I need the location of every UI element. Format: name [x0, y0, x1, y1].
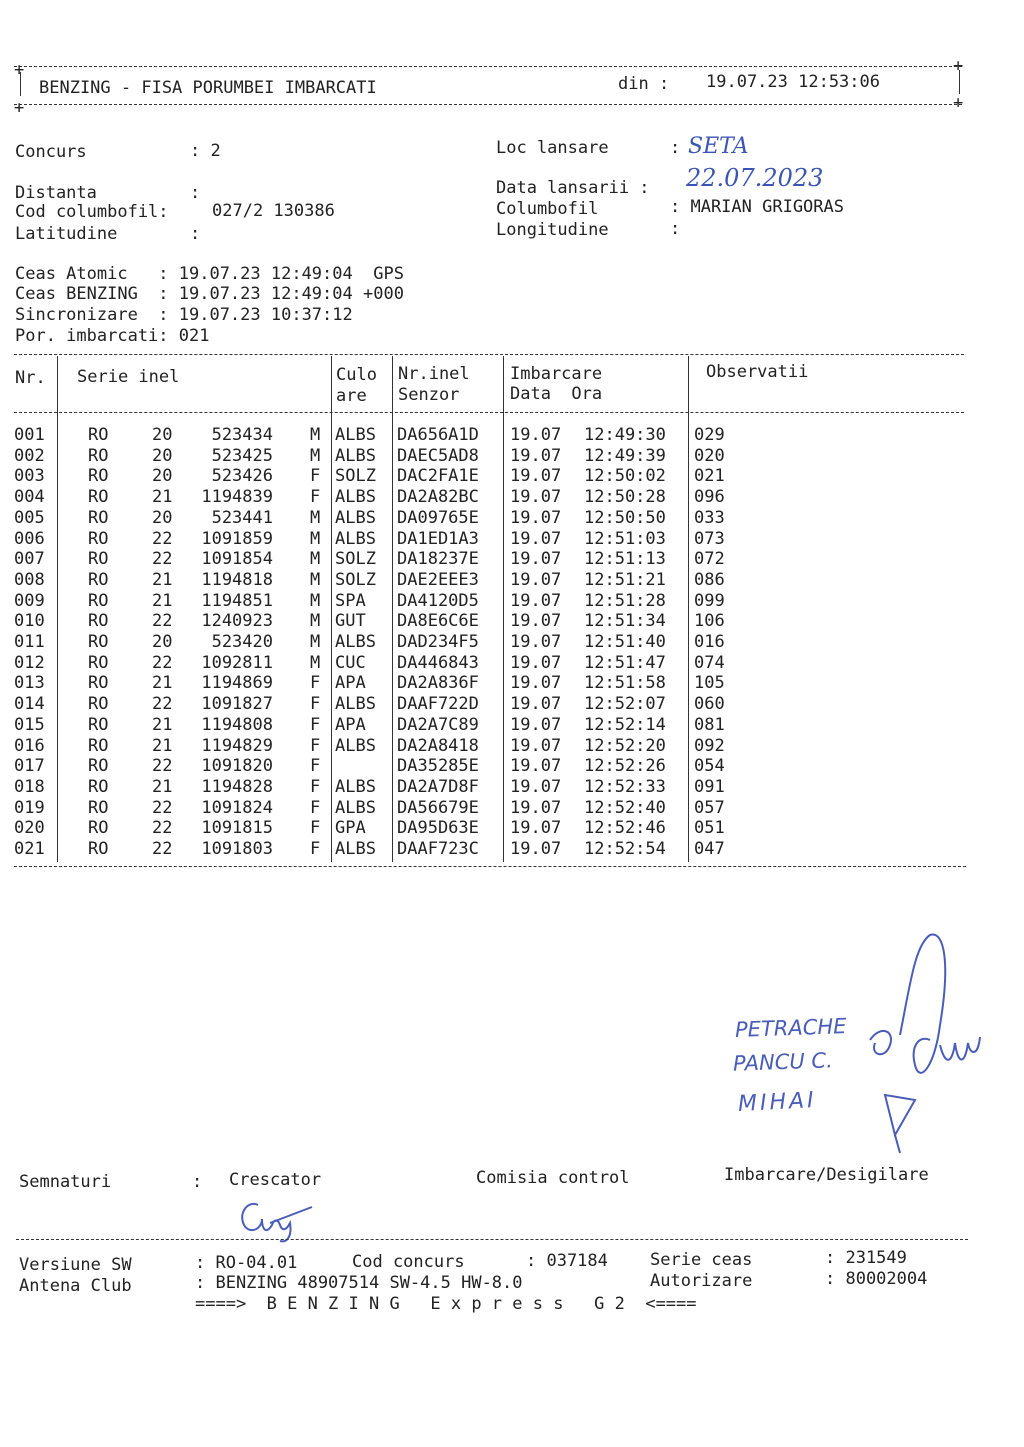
row-color: ALBS — [335, 487, 376, 508]
row-date: 19.07 — [510, 652, 562, 673]
row-sex: M — [310, 652, 321, 673]
row-date: 19.07 — [510, 528, 562, 549]
row-country: RO — [88, 632, 109, 652]
row-ring: 523434 — [211, 425, 273, 445]
table-row — [14, 425, 954, 446]
semnaturi-label: Semnaturi — [19, 1172, 112, 1192]
row-time: 12:49:30 — [584, 425, 666, 445]
header-plus-tl: + — [14, 60, 25, 80]
row-country: RO — [88, 735, 109, 756]
row-ring: 1194869 — [201, 673, 273, 694]
row-year: 21 — [152, 569, 173, 590]
row-year: 22 — [152, 528, 173, 549]
row-ring: 1194818 — [201, 569, 273, 590]
row-color: SOLZ — [335, 466, 376, 487]
row-ring: 523420 — [211, 632, 273, 652]
antena-club-value: : BENZING 48907514 SW-4.5 HW-8.0 — [195, 1273, 523, 1293]
row-sex: F — [310, 797, 321, 818]
row-observation: 092 — [694, 735, 725, 756]
row-nr: 009 — [14, 590, 45, 611]
row-country: RO — [88, 756, 109, 777]
header-plus-tr: + — [953, 56, 964, 76]
cod-columbofil-value: 027/2 130386 — [212, 201, 335, 221]
ceas-atomic-line: Ceas Atomic : 19.07.23 12:49:04 GPS — [15, 264, 404, 284]
row-date: 19.07 — [510, 797, 562, 818]
row-date: 19.07 — [510, 673, 562, 694]
row-color: ALBS — [335, 425, 376, 445]
table-row — [14, 715, 954, 736]
row-time: 12:49:39 — [584, 445, 666, 466]
row-color: ALBS — [335, 776, 376, 797]
row-observation: 051 — [694, 818, 725, 839]
table-row — [14, 611, 954, 632]
row-country: RO — [88, 694, 109, 715]
row-date: 19.07 — [510, 632, 562, 652]
row-time: 12:52:46 — [584, 818, 666, 839]
row-sensor: DA2A836F — [397, 673, 479, 694]
header-imbarcare-2: Data Ora — [510, 384, 603, 404]
row-sex: M — [310, 569, 321, 590]
row-country: RO — [88, 590, 109, 611]
row-ring: 1194829 — [201, 735, 273, 756]
row-date: 19.07 — [510, 735, 562, 756]
data-lansarii-value: 22.07.2023 — [686, 164, 824, 192]
row-nr: 001 — [14, 425, 45, 445]
row-time: 12:50:02 — [584, 466, 666, 487]
row-country: RO — [88, 776, 109, 797]
row-color: ALBS — [335, 694, 376, 715]
table-row — [14, 487, 954, 508]
row-country: RO — [88, 425, 109, 445]
row-sensor: DA4120D5 — [397, 590, 479, 611]
row-year: 22 — [152, 694, 173, 715]
footer-top-rule — [16, 1239, 968, 1240]
row-ring: 1240923 — [201, 611, 273, 632]
header-observatii: Observatii — [706, 362, 809, 382]
table-row — [14, 549, 954, 570]
ceas-benzing-line: Ceas BENZING : 19.07.23 12:49:04 +000 — [15, 284, 404, 304]
por-imbarcati-line: Por. imbarcati: 021 — [15, 326, 210, 346]
table-row — [14, 756, 954, 777]
header-left-border — [20, 72, 21, 96]
distanta-label: Distanta — [15, 183, 97, 203]
row-observation: 073 — [694, 528, 725, 549]
row-sex: M — [310, 507, 321, 528]
row-nr: 002 — [14, 445, 45, 466]
row-nr: 007 — [14, 549, 45, 570]
table-row — [14, 466, 954, 487]
imbarcare-desigilare-label: Imbarcare/Desigilare — [724, 1165, 929, 1185]
row-year: 20 — [152, 466, 173, 487]
row-sensor: DA35285E — [397, 756, 479, 777]
row-date: 19.07 — [510, 445, 562, 466]
row-color: ALBS — [335, 797, 376, 818]
row-date: 19.07 — [510, 776, 562, 797]
row-nr: 021 — [14, 839, 45, 859]
row-observation: 096 — [694, 487, 725, 508]
row-sex: F — [310, 756, 321, 777]
row-nr: 003 — [14, 466, 45, 487]
row-time: 12:51:34 — [584, 611, 666, 632]
latitudine-value: : — [190, 224, 201, 244]
row-country: RO — [88, 797, 109, 818]
row-ring: 1091859 — [201, 528, 273, 549]
row-nr: 019 — [14, 797, 45, 818]
row-date: 19.07 — [510, 714, 562, 735]
row-time: 12:51:47 — [584, 652, 666, 673]
row-year: 20 — [152, 632, 173, 652]
header-serie-inel: Serie inel — [77, 367, 180, 387]
row-observation: 072 — [694, 549, 725, 570]
row-country: RO — [88, 818, 109, 839]
row-color: CUC — [335, 652, 366, 673]
row-observation: 099 — [694, 590, 725, 611]
cod-columbofil-label: Cod columbofil: — [15, 202, 169, 222]
handwritten-name-2: PANCU C. — [732, 1048, 834, 1076]
row-date: 19.07 — [510, 694, 562, 715]
row-ring: 523425 — [211, 445, 273, 466]
header-culoare-1: Culo — [336, 365, 377, 385]
header-culoare-2: are — [336, 386, 367, 406]
row-ring: 1194851 — [201, 590, 273, 611]
table-row — [14, 653, 954, 674]
row-observation: 074 — [694, 652, 725, 673]
row-sex: F — [310, 466, 321, 487]
row-observation: 054 — [694, 756, 725, 777]
cod-concurs-label: Cod concurs — [352, 1252, 465, 1272]
row-ring: 1091803 — [201, 839, 273, 859]
row-sex: F — [310, 714, 321, 735]
row-color: ALBS — [335, 632, 376, 652]
row-sex: F — [310, 839, 321, 859]
row-country: RO — [88, 549, 109, 570]
row-country: RO — [88, 487, 109, 508]
row-time: 12:52:54 — [584, 839, 666, 859]
row-country: RO — [88, 714, 109, 735]
row-color: ALBS — [335, 528, 376, 549]
row-nr: 005 — [14, 507, 45, 528]
header-plus-br: + — [953, 93, 964, 113]
row-ring: 1092811 — [201, 652, 273, 673]
table-row — [14, 818, 954, 839]
columbofil-value: : MARIAN GRIGORAS — [670, 197, 844, 217]
autorizare-value: : 80002004 — [825, 1269, 928, 1289]
document-title: BENZING - FISA PORUMBEI IMBARCATI — [39, 78, 377, 98]
row-sensor: DA18237E — [397, 549, 479, 570]
antena-club-label: Antena Club — [19, 1276, 132, 1296]
row-nr: 013 — [14, 673, 45, 694]
row-observation: 106 — [694, 611, 725, 632]
row-time: 12:52:07 — [584, 694, 666, 715]
benzing-express-line: ====> B E N Z I N G E x p r e s s G 2 <==== — [195, 1294, 697, 1314]
header-right-border — [959, 70, 960, 94]
row-nr: 008 — [14, 569, 45, 590]
row-year: 21 — [152, 673, 173, 694]
row-sex: M — [310, 549, 321, 570]
row-sensor: DA2A7D8F — [397, 776, 479, 797]
table-row — [14, 591, 954, 612]
row-date: 19.07 — [510, 549, 562, 570]
header-nrinel-1: Nr.inel — [398, 364, 470, 384]
row-ring: 1091824 — [201, 797, 273, 818]
row-sensor: DAC2FA1E — [397, 466, 479, 487]
columbofil-label: Columbofil — [496, 199, 599, 219]
row-country: RO — [88, 569, 109, 590]
sincronizare-line: Sincronizare : 19.07.23 10:37:12 — [15, 305, 353, 325]
row-nr: 014 — [14, 694, 45, 715]
row-sensor: DAAF722D — [397, 694, 479, 715]
row-sensor: DAD234F5 — [397, 632, 479, 652]
header-plus-bl: + — [14, 98, 25, 118]
row-color: APA — [335, 714, 366, 735]
row-sensor: DA2A8418 — [397, 735, 479, 756]
comisia-label: Comisia control — [476, 1168, 630, 1188]
row-ring: 1091820 — [201, 756, 273, 777]
longitudine-label: Longitudine — [496, 220, 609, 240]
header-bottom-border — [14, 104, 962, 105]
row-nr: 012 — [14, 652, 45, 673]
versiune-sw-label: Versiune SW — [19, 1255, 132, 1275]
row-sensor: DA8E6C6E — [397, 611, 479, 632]
row-ring: 1194808 — [201, 714, 273, 735]
row-date: 19.07 — [510, 569, 562, 590]
autorizare-label: Autorizare — [650, 1271, 753, 1291]
row-sensor: DA446843 — [397, 652, 479, 673]
distanta-value: : — [190, 183, 201, 203]
table-row — [14, 694, 954, 715]
row-time: 12:51:58 — [584, 673, 666, 694]
row-country: RO — [88, 445, 109, 466]
row-sex: M — [310, 445, 321, 466]
row-date: 19.07 — [510, 425, 562, 445]
row-time: 12:51:13 — [584, 549, 666, 570]
data-lansarii-label: Data lansarii : — [496, 178, 650, 198]
loc-lansare-label: Loc lansare — [496, 138, 609, 158]
row-color: GPA — [335, 818, 366, 839]
row-nr: 018 — [14, 776, 45, 797]
row-sex: F — [310, 694, 321, 715]
row-nr: 015 — [14, 714, 45, 735]
table-top-rule — [14, 354, 964, 355]
row-ring: 523441 — [211, 507, 273, 528]
row-observation: 021 — [694, 466, 725, 487]
row-time: 12:50:50 — [584, 507, 666, 528]
row-color: ALBS — [335, 507, 376, 528]
row-year: 21 — [152, 714, 173, 735]
row-color: APA — [335, 673, 366, 694]
semnaturi-sep: : — [192, 1172, 203, 1192]
concurs-value: : 2 — [190, 141, 221, 161]
row-year: 20 — [152, 445, 173, 466]
row-year: 22 — [152, 818, 173, 839]
header-imbarcare-1: Imbarcare — [510, 364, 603, 384]
row-sex: M — [310, 590, 321, 611]
table-row — [14, 839, 954, 860]
table-row — [14, 736, 954, 757]
row-time: 12:52:33 — [584, 776, 666, 797]
row-time: 12:52:40 — [584, 797, 666, 818]
row-date: 19.07 — [510, 590, 562, 611]
row-country: RO — [88, 528, 109, 549]
row-nr: 004 — [14, 487, 45, 508]
breeder-signature — [230, 1195, 320, 1245]
row-date: 19.07 — [510, 839, 562, 859]
row-observation: 081 — [694, 714, 725, 735]
row-sex: M — [310, 632, 321, 652]
row-observation: 086 — [694, 569, 725, 590]
serie-ceas-label: Serie ceas — [650, 1250, 753, 1270]
row-observation: 060 — [694, 694, 725, 715]
row-sensor: DAE2EEE3 — [397, 569, 479, 590]
row-date: 19.07 — [510, 466, 562, 487]
row-year: 22 — [152, 797, 173, 818]
row-year: 22 — [152, 652, 173, 673]
row-ring: 1194828 — [201, 776, 273, 797]
row-date: 19.07 — [510, 611, 562, 632]
row-color: ALBS — [335, 735, 376, 756]
row-sensor: DA2A82BC — [397, 487, 479, 508]
row-color: SOLZ — [335, 549, 376, 570]
row-year: 22 — [152, 756, 173, 777]
row-sensor: DA2A7C89 — [397, 714, 479, 735]
row-time: 12:52:20 — [584, 735, 666, 756]
row-nr: 010 — [14, 611, 45, 632]
row-ring: 523426 — [211, 466, 273, 487]
latitudine-label: Latitudine — [15, 224, 118, 244]
row-time: 12:51:28 — [584, 590, 666, 611]
row-country: RO — [88, 839, 109, 859]
row-date: 19.07 — [510, 507, 562, 528]
row-country: RO — [88, 611, 109, 632]
row-sensor: DA95D63E — [397, 818, 479, 839]
row-sex: F — [310, 735, 321, 756]
row-observation: 057 — [694, 797, 725, 818]
row-time: 12:52:26 — [584, 756, 666, 777]
loc-lansare-value: SETA — [688, 134, 749, 159]
row-color: ALBS — [335, 445, 376, 466]
row-nr: 020 — [14, 818, 45, 839]
row-year: 21 — [152, 487, 173, 508]
serie-ceas-value: : 231549 — [825, 1248, 907, 1268]
header-top-border — [14, 66, 962, 67]
row-color: ALBS — [335, 839, 376, 859]
row-observation: 029 — [694, 425, 725, 445]
header-nr: Nr. — [15, 368, 46, 388]
row-sex: M — [310, 425, 321, 445]
row-sensor: DAAF723C — [397, 839, 479, 859]
row-year: 22 — [152, 611, 173, 632]
row-year: 21 — [152, 735, 173, 756]
row-time: 12:51:40 — [584, 632, 666, 652]
row-country: RO — [88, 673, 109, 694]
row-observation: 105 — [694, 673, 725, 694]
print-date-value: 19.07.23 12:53:06 — [706, 72, 880, 92]
row-nr: 017 — [14, 756, 45, 777]
row-time: 12:52:14 — [584, 714, 666, 735]
longitudine-value: : — [670, 219, 681, 239]
commission-signature — [840, 925, 1000, 1155]
row-sensor: DA56679E — [397, 797, 479, 818]
row-color: SOLZ — [335, 569, 376, 590]
row-date: 19.07 — [510, 818, 562, 839]
loc-lansare-sep: : — [670, 138, 681, 158]
row-observation: 033 — [694, 507, 725, 528]
row-ring: 1194839 — [201, 487, 273, 508]
row-ring: 1091827 — [201, 694, 273, 715]
table-row — [14, 673, 954, 694]
row-observation: 016 — [694, 632, 725, 652]
row-ring: 1091815 — [201, 818, 273, 839]
handwritten-name-3: MIHAI — [737, 1087, 818, 1118]
versiune-sw-value: : RO-04.01 — [195, 1253, 298, 1273]
row-date: 19.07 — [510, 487, 562, 508]
row-sex: M — [310, 611, 321, 632]
header-nrinel-2: Senzor — [398, 385, 460, 405]
row-country: RO — [88, 507, 109, 528]
row-time: 12:51:21 — [584, 569, 666, 590]
row-color: GUT — [335, 611, 366, 632]
table-row — [14, 446, 954, 467]
row-nr: 006 — [14, 528, 45, 549]
row-time: 12:51:03 — [584, 528, 666, 549]
table-row — [14, 632, 954, 653]
row-date: 19.07 — [510, 756, 562, 777]
row-year: 21 — [152, 590, 173, 611]
row-sex: F — [310, 487, 321, 508]
row-sex: M — [310, 528, 321, 549]
cod-concurs-value: : 037184 — [526, 1251, 608, 1271]
row-observation: 020 — [694, 445, 725, 466]
table-bottom-rule — [14, 866, 966, 867]
crescator-label: Crescator — [229, 1170, 322, 1190]
row-sex: F — [310, 673, 321, 694]
row-year: 21 — [152, 776, 173, 797]
table-row — [14, 529, 954, 550]
row-time: 12:50:28 — [584, 487, 666, 508]
row-sex: F — [310, 776, 321, 797]
row-country: RO — [88, 652, 109, 673]
row-nr: 011 — [14, 632, 45, 652]
table-row — [14, 508, 954, 529]
row-observation: 047 — [694, 839, 725, 859]
row-sex: F — [310, 818, 321, 839]
row-color: SPA — [335, 590, 366, 611]
table-row — [14, 798, 954, 819]
row-country: RO — [88, 466, 109, 487]
row-sensor: DA09765E — [397, 507, 479, 528]
concurs-label: Concurs — [15, 142, 87, 162]
row-nr: 016 — [14, 735, 45, 756]
row-year: 20 — [152, 507, 173, 528]
table-row — [14, 777, 954, 798]
row-sensor: DA1ED1A3 — [397, 528, 479, 549]
row-sensor: DA656A1D — [397, 425, 479, 445]
row-observation: 091 — [694, 776, 725, 797]
row-year: 22 — [152, 839, 173, 859]
print-date-label: din : — [618, 74, 670, 94]
row-year: 20 — [152, 425, 173, 445]
row-year: 22 — [152, 549, 173, 570]
table-row — [14, 570, 954, 591]
row-ring: 1091854 — [201, 549, 273, 570]
row-sensor: DAEC5AD8 — [397, 445, 479, 466]
table-header-rule — [14, 412, 964, 413]
handwritten-name-1: PETRACHE — [734, 1014, 847, 1042]
